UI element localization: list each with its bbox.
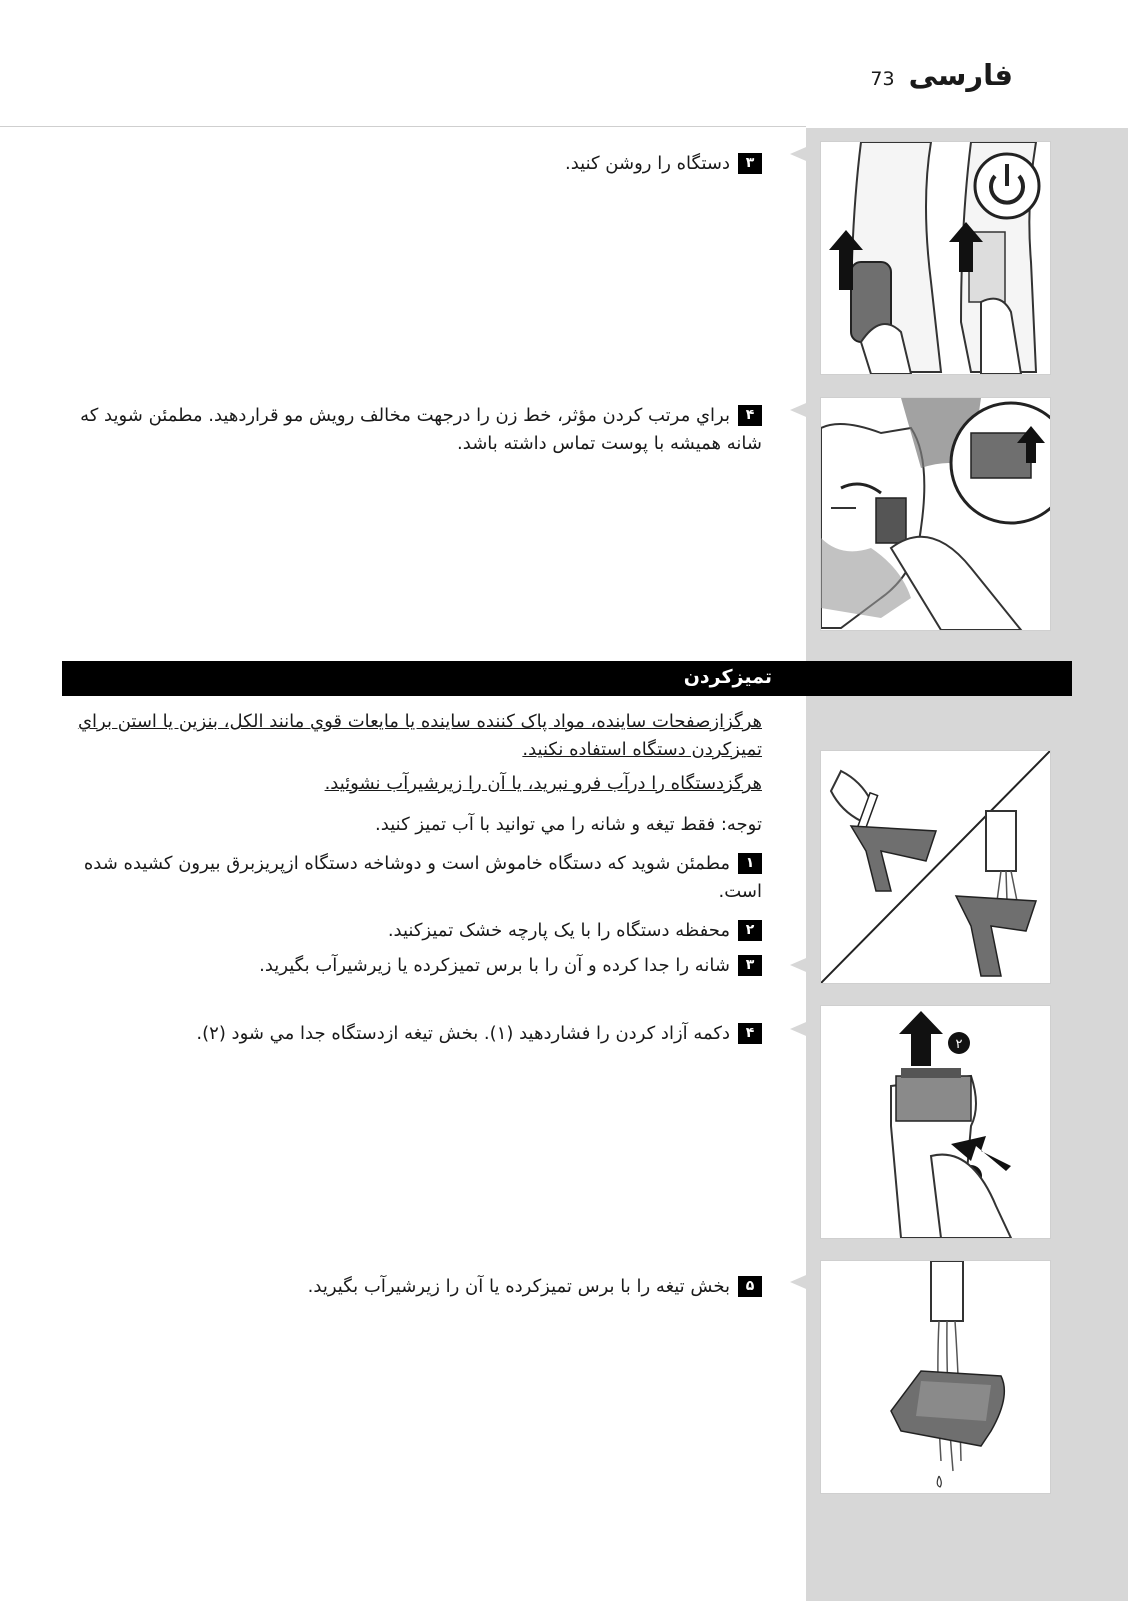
figure-comb-cleaning (820, 750, 1051, 984)
pointer-arrow (790, 1269, 820, 1295)
step-text: براي مرتب کردن مؤثر، خط زن را درجهت مخالف رويش مو قراردهيد. مطمئن شويد که شانه هميشه با پوست تماس داشته باشد. (80, 405, 762, 454)
section-header-bar (62, 661, 1072, 696)
cleaning-step-4 (62, 1020, 762, 1048)
figure-rinse-blade (820, 1260, 1051, 1494)
step-text: محفظه دستگاه را با يک پارچه خشک تميزکنيد. (387, 920, 730, 941)
figure-power-on (820, 141, 1051, 375)
step-number: ٢ (738, 920, 762, 941)
step-number: ۳ (738, 153, 762, 174)
step-number: ۵ (738, 1276, 762, 1297)
figure-trimming (820, 397, 1051, 631)
page-header (870, 58, 1013, 92)
step-number: ۴ (738, 1023, 762, 1044)
step-4-top (62, 402, 762, 458)
page-number: 73 (870, 68, 895, 90)
step-text: شانه را جدا کرده و آن را با برس تميزکرده يا زيرشيرآب بگيريد. (259, 955, 730, 976)
pointer-arrow (790, 1016, 820, 1042)
warning-abrasives: هرگزازصفحات ساينده، مواد پاک کننده ساينده يا مايعات قوي مانند الکل، بنزين يا استن براي تميزکردن دستگاه استفاده نکنيد. (77, 711, 762, 760)
up-arrow-icon (899, 1011, 943, 1066)
pointer-arrow (790, 952, 820, 978)
figure-release-blade (820, 1005, 1051, 1239)
cleaning-step-2 (62, 917, 762, 945)
warning-water: هرگزدستگاه را درآب فرو نبريد، يا آن را زيرشيرآب نشوئيد. (324, 773, 762, 794)
step-text: دکمه آزاد کردن را فشاردهيد (١). بخش تيغه ازدستگاه جدا مي شود (٢). (196, 1023, 730, 1044)
note-text: توجه: فقط تيغه و شانه را مي توانيد با آب تميز کنيد. (375, 814, 762, 835)
pointer-arrow (790, 141, 820, 167)
language-title: فارسی (908, 58, 1013, 92)
top-divider (0, 126, 806, 127)
section-title: تميزکردن (683, 666, 772, 688)
cleaning-step-5 (62, 1273, 762, 1301)
cleaning-step-3 (62, 952, 762, 980)
step-text: دستگاه را روشن کنید. (564, 153, 730, 174)
cleaning-step-1 (62, 850, 762, 906)
step-number: ١ (738, 853, 762, 874)
pointer-arrow (790, 397, 820, 423)
callout-2: ٢ (955, 1037, 963, 1052)
step-3-top (62, 150, 762, 178)
step-number: ٣ (738, 955, 762, 976)
step-text: مطمئن شويد که دستگاه خاموش است و دوشاخه دستگاه ازپريزبرق بيرون کشيده شده است. (83, 853, 762, 902)
step-number: ۴ (738, 405, 762, 426)
step-text: بخش تيغه را با برس تميزکرده يا آن را زيرشيرآب بگيريد. (307, 1276, 730, 1297)
